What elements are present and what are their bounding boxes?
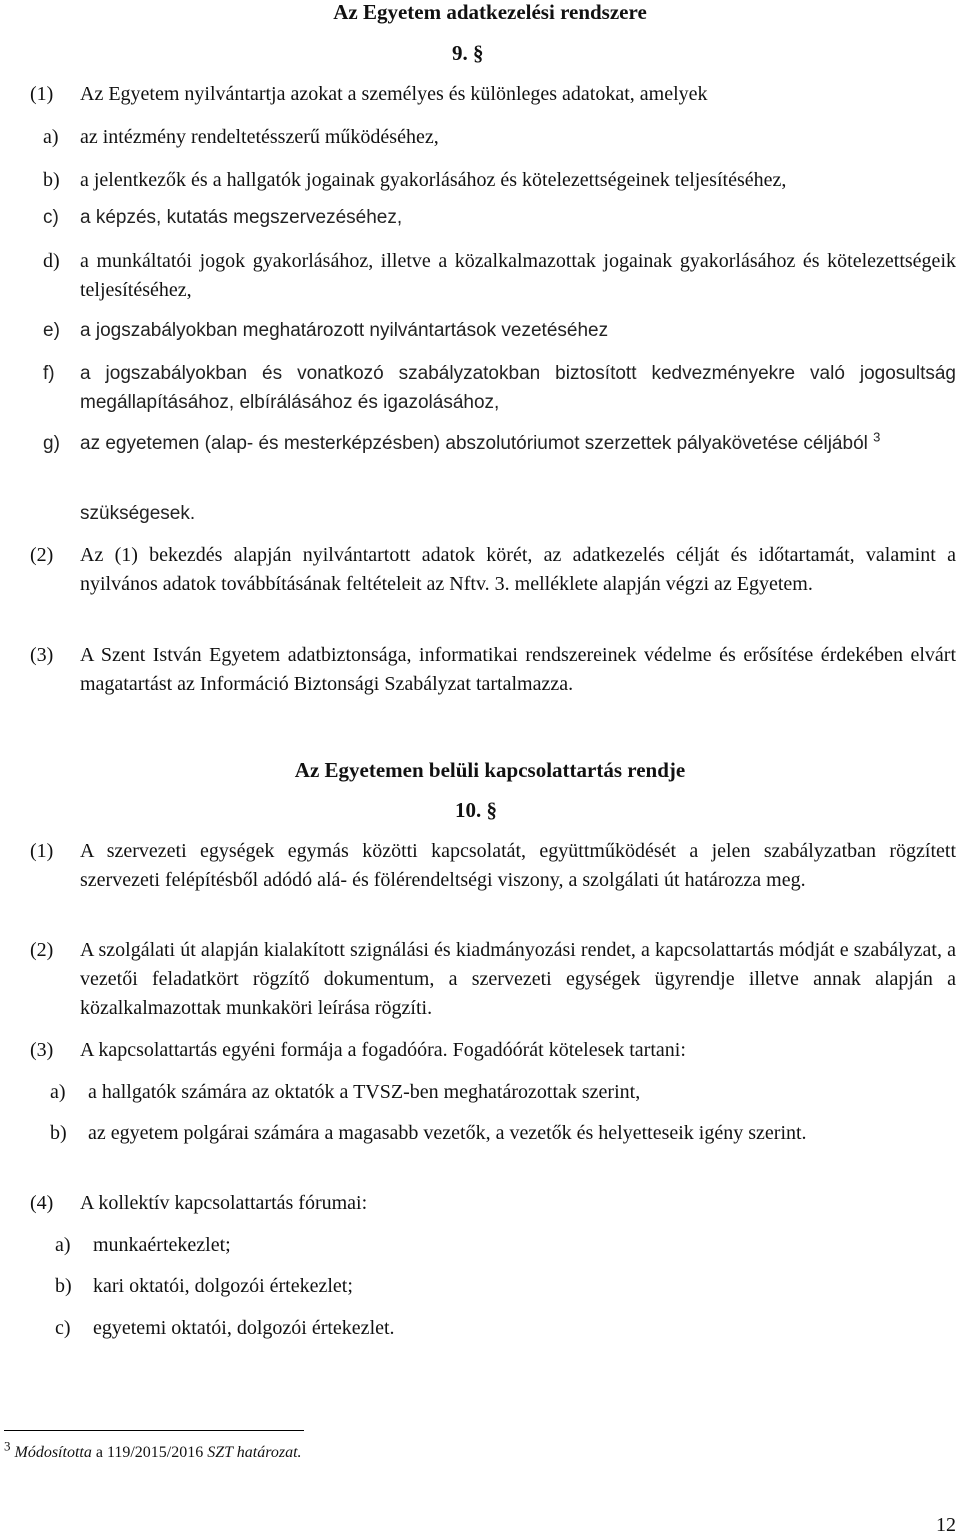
footnote-number: 3 — [4, 1438, 11, 1454]
item-mark: c) — [55, 1317, 71, 1339]
section-10-paragraph-1 — [30, 837, 956, 895]
item-mark: e) — [43, 320, 60, 341]
item-mark: c) — [43, 207, 59, 228]
item-text: a jelentkezők és a hallgatók jogainak gyakorlásához és kötelezettségeinek teljesítéséhez, — [80, 169, 787, 191]
section-9-title: Az Egyetem adatkezelési rendszere — [333, 0, 647, 24]
list-closing: szükségesek. — [80, 503, 196, 524]
paragraph-number: (4) — [30, 1192, 54, 1214]
item-mark: a) — [55, 1234, 71, 1256]
paragraph-number: (2) — [30, 544, 54, 566]
paragraph-number: (2) — [30, 939, 54, 961]
item-mark: a) — [43, 126, 59, 148]
paragraph-text: A kollektív kapcsolattartás fórumai: — [80, 1192, 368, 1214]
list-item — [43, 123, 956, 152]
paragraph-text: Az (1) bekezdés alapján nyilvántartott adatok körét, az adatkezelés célját és időtartamát, valamint a nyilvános adatok továbbításának feltételeit az Nftv. 3. melléklete alapján végzi az Egyetem. — [80, 544, 956, 595]
paragraph-text: A szervezeti egységek egymás közötti kapcsolatát, együttműködését a jelen szabályzatban rögzített szervezeti felépítésből adódó alá- és fölérendeltségi viszony, a szolgálati út határozza meg. — [80, 840, 956, 891]
item-text: kari oktatói, dolgozói értekezlet; — [93, 1275, 353, 1297]
item-mark: b) — [50, 1122, 67, 1144]
section-10-paragraph-4 — [30, 1189, 956, 1218]
item-mark: b) — [43, 169, 60, 191]
footnote-reference[interactable]: 3 — [873, 429, 881, 445]
section-10-paragraph-3 — [30, 1036, 956, 1065]
paragraph-number: (1) — [30, 840, 54, 862]
list-item — [43, 316, 956, 345]
item-mark: f) — [43, 363, 55, 384]
paragraph-text: A Szent István Egyetem adatbiztonsága, informatikai rendszereinek védelme és erősítése érdekében elvárt magatartást az Információ Biztonsági Szabályzat tartalmazza. — [80, 644, 956, 695]
paragraph-number: (3) — [30, 1039, 54, 1061]
section-10-title: Az Egyetemen belüli kapcsolattartás rendje — [294, 758, 686, 782]
paragraph-text: A szolgálati út alapján kialakított szignálási és kiadmányozási rendet, a kapcsolattartás módját e szabályzat, a vezetői feladatkört rögzítő dokumentum, a szervezeti egységek ügyrendje illetve annak alapján a közalkalmazottak munkaköri leírása rögzíti. — [80, 939, 956, 1019]
item-text: munkaértekezlet; — [93, 1234, 231, 1256]
footnote-plain: a 119/2015/2016 — [91, 1444, 208, 1461]
section-10-paragraph-2 — [30, 936, 956, 1023]
section-9-paragraph-3 — [30, 641, 956, 699]
list-item — [55, 1231, 960, 1260]
footnote-italic-1: Módosította — [14, 1444, 92, 1461]
item-mark: g) — [43, 433, 60, 454]
footnote — [4, 1438, 302, 1464]
footnote-separator — [4, 1430, 304, 1431]
item-text: a munkáltatói jogok gyakorlásához, illetve a közalkalmazottak jogainak gyakorlásához és kötelezettségeik teljesítéséhez, — [80, 250, 956, 301]
paragraph-number: (3) — [30, 644, 54, 666]
item-text: a hallgatók számára az oktatók a TVSZ-ben meghatározottak szerint, — [88, 1081, 641, 1103]
list-item — [43, 359, 956, 417]
item-text: az egyetemen (alap- és mesterképzésben) abszolutóriumot szerzettek pályakövetése céljából — [80, 433, 868, 454]
list-item — [43, 203, 956, 232]
item-text: az egyetem polgárai számára a magasabb vezetők, a vezetők és helyetteseik igény szerint. — [88, 1122, 807, 1144]
item-text: a jogszabályokban meghatározott nyilvántartások vezetéséhez — [80, 320, 609, 341]
list-item — [43, 429, 956, 458]
section-9-paragraph-1 — [30, 80, 956, 109]
paragraph-number: (1) — [30, 83, 54, 105]
section-9-paragraph-2 — [30, 541, 956, 599]
paragraph-text: Az Egyetem nyilvántartja azokat a személyes és különleges adatokat, amelyek — [80, 83, 708, 105]
list-item — [50, 1119, 956, 1148]
item-mark: b) — [55, 1275, 72, 1297]
footnote-italic-2: SZT határozat. — [207, 1444, 302, 1461]
item-text: a képzés, kutatás megszervezéséhez, — [80, 207, 403, 228]
item-text: a jogszabályokban és vonatkozó szabályzatokban biztosított kedvezményekre való jogosultság megállapításához, elbírálásához és igazolásához, — [80, 363, 956, 413]
page-number: 12 — [936, 1514, 956, 1536]
section-9-number: 9. § — [452, 41, 484, 65]
item-text: egyetemi oktatói, dolgozói értekezlet. — [93, 1317, 395, 1339]
item-mark: a) — [50, 1081, 66, 1103]
item-text: az intézmény rendeltetésszerű működéséhez, — [80, 126, 439, 148]
section-10-number: 10. § — [455, 798, 497, 822]
list-item — [55, 1314, 960, 1343]
list-item — [50, 1078, 956, 1107]
item-mark: d) — [43, 250, 60, 272]
paragraph-text: A kapcsolattartás egyéni formája a fogadóóra. Fogadóórát kötelesek tartani: — [80, 1039, 686, 1061]
list-item — [55, 1272, 960, 1301]
list-item — [43, 247, 956, 305]
list-item — [43, 166, 956, 195]
